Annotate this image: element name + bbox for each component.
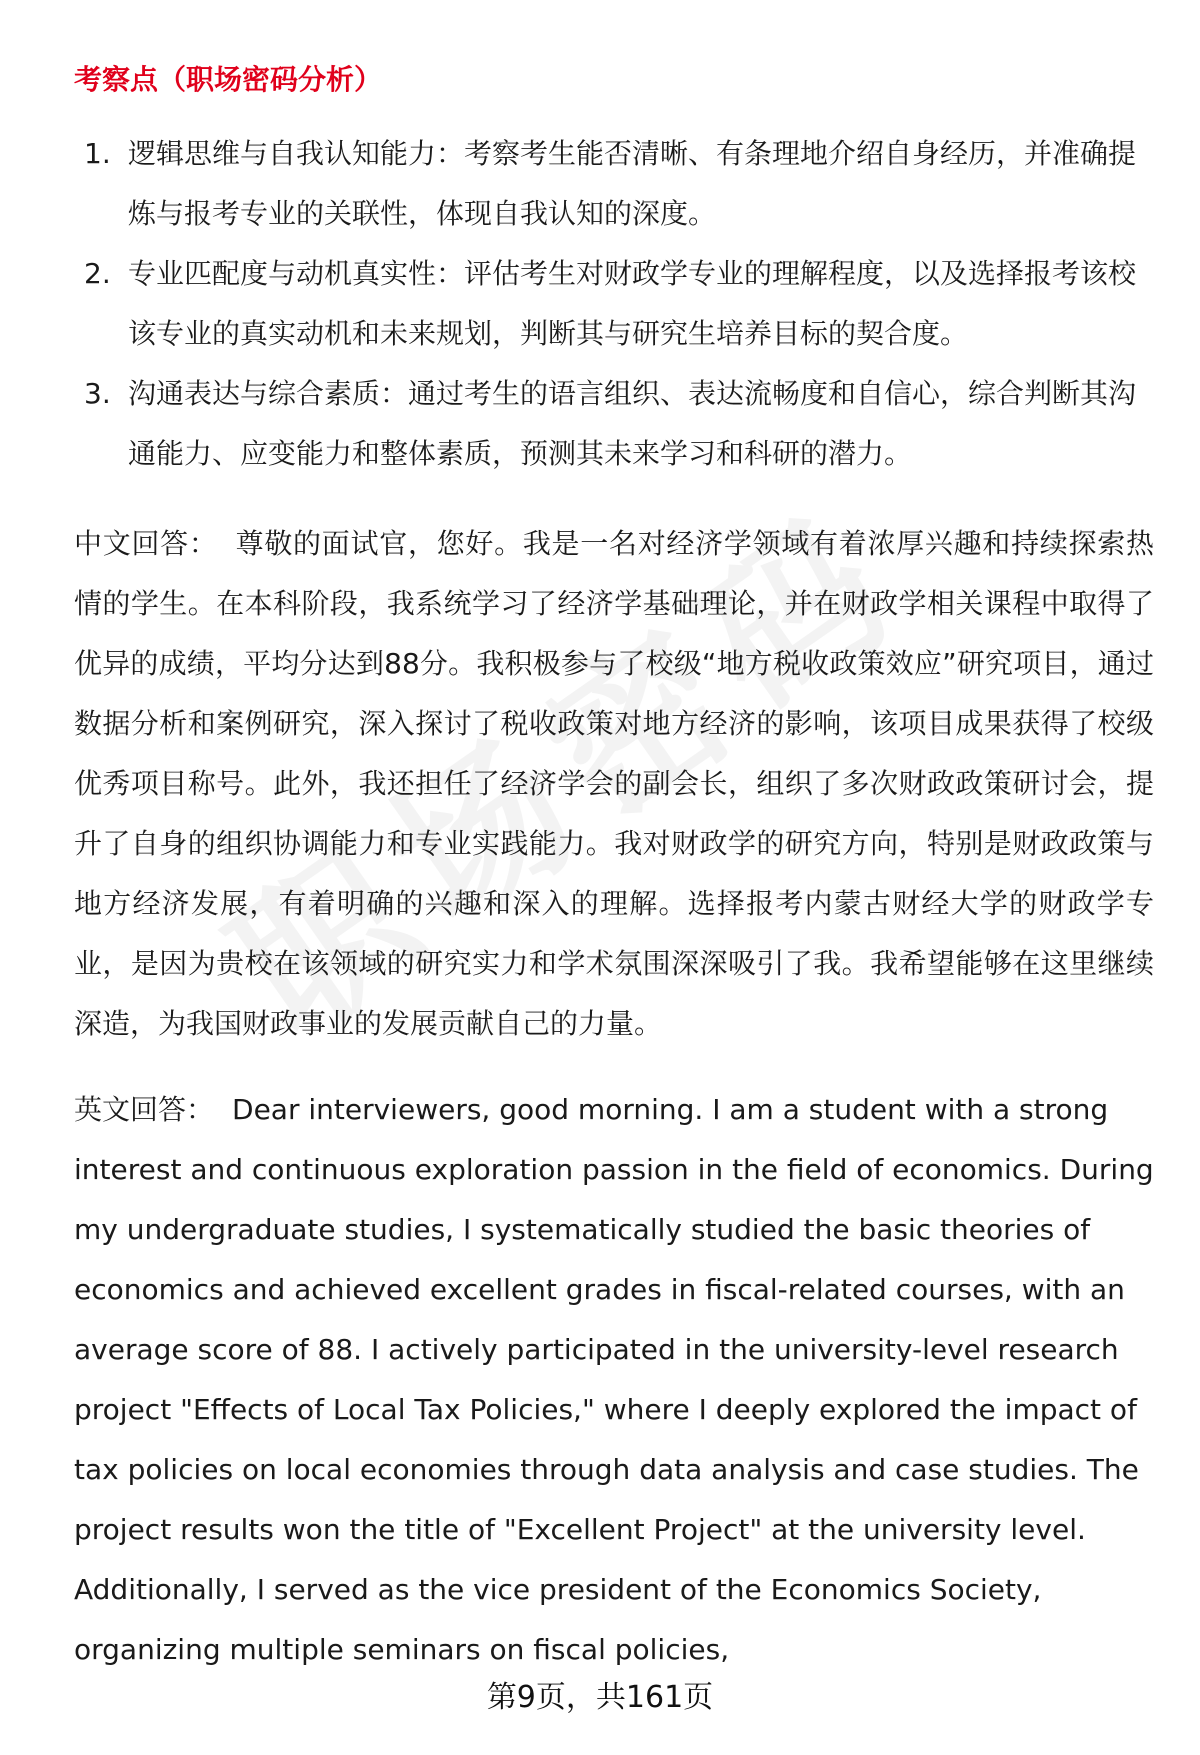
- assessment-point-3: [74, 364, 1154, 484]
- point-text: 专业匹配度与动机真实性：评估考生对财政学专业的理解程度，以及选择报考该校该专业的真实动机和未来规划，判断其与研究生培养目标的契合度。: [128, 257, 1137, 350]
- point-text: 沟通表达与综合素质：通过考生的语言组织、表达流畅度和自信心，综合判断其沟通能力、应变能力和整体素质，预测其未来学习和科研的潜力。: [128, 377, 1137, 470]
- english-answer-text: Dear interviewers, good morning. I am a student with a strong interest and continuous exploration passion in the field of economics. During my undergraduate studies, I systematically studied the basic theories of economics and achieved excellent grades in fiscal-related courses, with an average score of 88. I actively participated in the university-level research project "Effects of Local Tax Policies," where I deeply explored the impact of tax policies on local economies through data analysis and case studies. The project results won the title of "Excellent Project" at the university level. Additionally, I served as the vice president of the Economics Society, organizing multiple seminars on fiscal policies,: [74, 1093, 1154, 1666]
- point-text: 逻辑思维与自我认知能力：考察考生能否清晰、有条理地介绍自身经历，并准确提炼与报考专业的关联性，体现自我认知的深度。: [128, 137, 1137, 230]
- chinese-answer-text: 尊敬的面试官，您好。我是一名对经济学领域有着浓厚兴趣和持续探索热情的学生。在本科阶段，我系统学习了经济学基础理论，并在财政学相关课程中取得了优异的成绩，平均分达到88分。我积极参与了校级“地方税收政策效应”研究项目，通过数据分析和案例研究，深入探讨了税收政策对地方经济的影响，该项目成果获得了校级优秀项目称号。此外，我还担任了经济学会的副会长，组织了多次财政政策研讨会，提升了自身的组织协调能力和专业实践能力。我对财政学的研究方向，特别是财政政策与地方经济发展，有着明确的兴趣和深入的理解。选择报考内蒙古财经大学的财政学专业，是因为贵校在该领域的研究实力和学术氛围深深吸引了我。我希望能够在这里继续深造，为我国财政事业的发展贡献自己的力量。: [74, 527, 1154, 1040]
- english-answer-label: 英文回答：: [74, 1093, 215, 1126]
- assessment-points-list: [74, 124, 1154, 484]
- chinese-answer: [74, 514, 1154, 1054]
- assessment-point-2: [74, 244, 1154, 364]
- document-page: [74, 56, 1154, 1706]
- chinese-answer-label: 中文回答：: [74, 527, 218, 560]
- assessment-point-1: [74, 124, 1154, 244]
- section-title: 考察点（职场密码分析）: [74, 63, 383, 96]
- point-number: 3.: [84, 377, 111, 410]
- point-number: 2.: [84, 257, 111, 290]
- english-answer: [74, 1080, 1154, 1680]
- page-footer: 第9页，共161页: [486, 1680, 714, 1715]
- point-number: 1.: [84, 137, 111, 170]
